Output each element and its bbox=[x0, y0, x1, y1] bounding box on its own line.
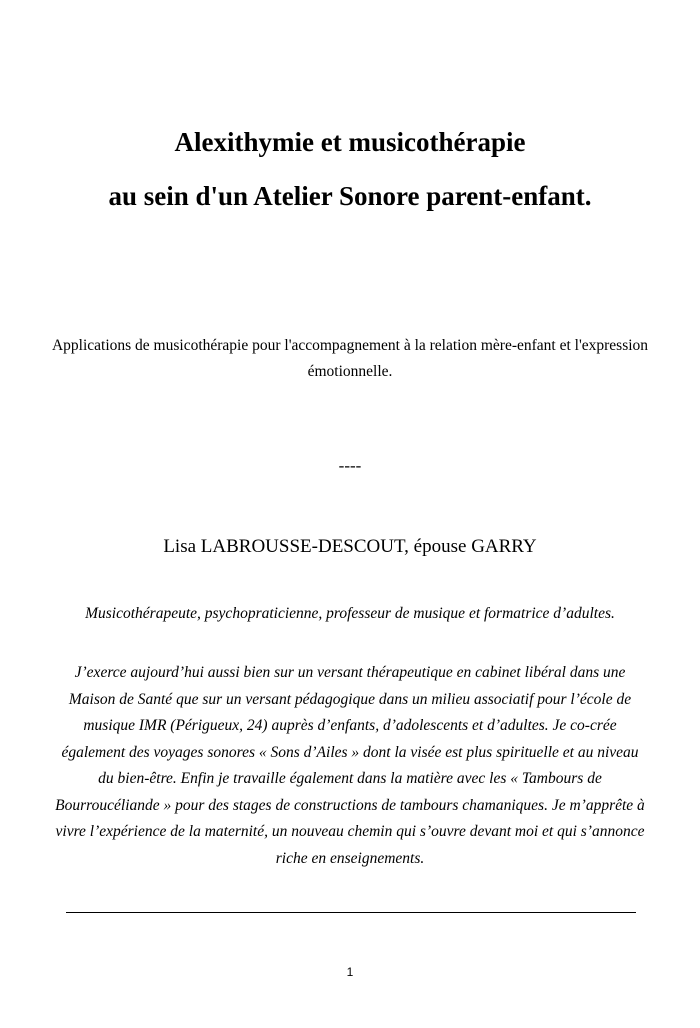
title-line-2: au sein d'un Atelier Sonore parent-enfant. bbox=[108, 181, 592, 211]
author-bio: J’exerce aujourd’hui aussi bien sur un versant thérapeutique en cabinet libéral dans une Maison de Santé que sur un versant pédagogique dans un milieu associatif pour l’école de musique IMR (Périgueux, 24) auprès d’enfants, d’adolescents et d’adultes. Je co-crée également des voyages sonores « Sons d’Ailes » dont la visée est plus spirituelle et au niveau du bien-être. Enfin je travaille également dans la matière avec les « Tambours de Bourroucéliande » pour des stages de constructions de tambours chamaniques. Je m’apprête à vivre l’expérience de la maternité, un nouveau chemin qui s’ouvre devant moi et qui s’annonce riche en enseignements. bbox=[55, 664, 645, 867]
footer-rule bbox=[66, 912, 636, 913]
author-role: Musicothérapeute, psychopraticienne, professeur de musique et formatrice d’adultes. bbox=[85, 605, 615, 622]
page-number: 1 bbox=[346, 965, 354, 979]
title-line-1: Alexithymie et musicothérapie bbox=[174, 127, 526, 157]
subtitle: Applications de musicothérapie pour l'accompagnement à la relation mère-enfant et l'expression émotionnelle. bbox=[51, 337, 649, 380]
author-name: Lisa LABROUSSE-DESCOUT, épouse GARRY bbox=[163, 536, 537, 557]
separator: ---- bbox=[338, 456, 362, 475]
